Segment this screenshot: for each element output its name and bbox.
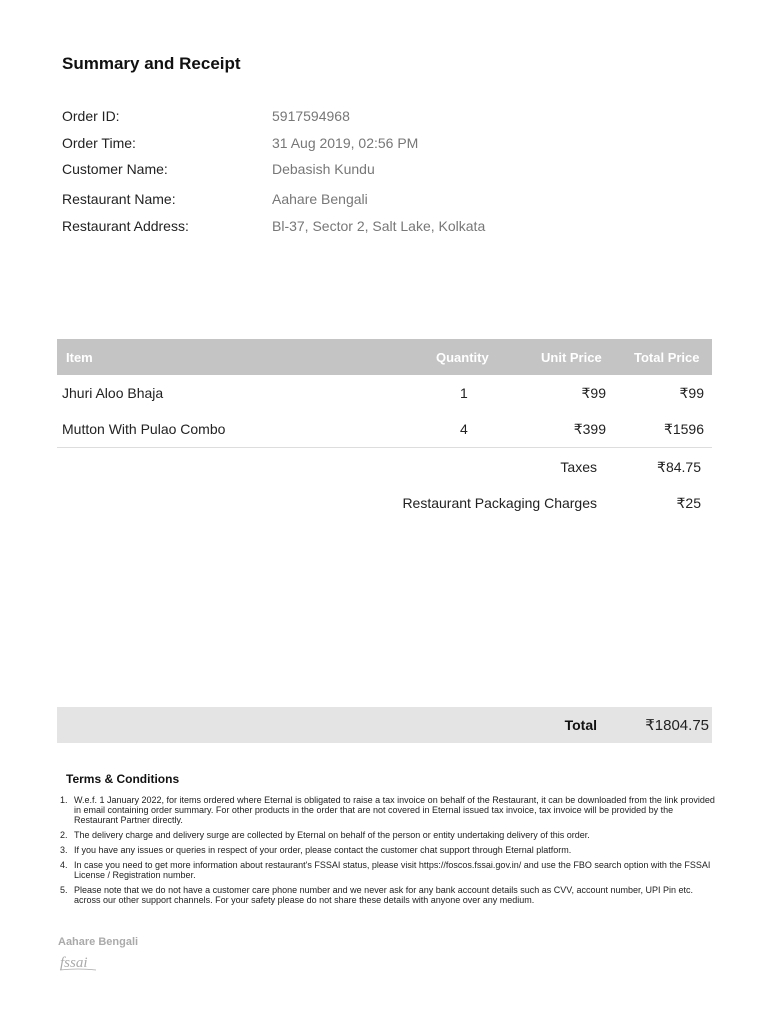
restaurant-address-value: Bl-37, Sector 2, Salt Lake, Kolkata	[272, 218, 486, 234]
item-name: Mutton With Pulao Combo	[62, 421, 226, 437]
table-row	[57, 375, 712, 411]
fssai-logo-icon	[58, 952, 98, 974]
header-item: Item	[66, 350, 93, 365]
terms-item-number: 4.	[60, 860, 68, 870]
customer-name-value: Debasish Kundu	[272, 161, 375, 177]
header-quantity: Quantity	[436, 350, 489, 365]
taxes-label: Taxes	[560, 459, 597, 475]
restaurant-address-label: Restaurant Address:	[62, 218, 189, 234]
terms-item	[60, 830, 715, 840]
customer-name-label: Customer Name:	[62, 161, 168, 177]
total-bar	[57, 707, 712, 743]
terms-item	[60, 885, 715, 905]
terms-item-text: If you have any issues or queries in respect of your order, please contact the customer chat support through Eternal platform.	[74, 845, 572, 855]
terms-title: Terms & Conditions	[66, 772, 180, 786]
terms-item-number: 2.	[60, 830, 68, 840]
terms-item-text: The delivery charge and delivery surge are collected by Eternal on behalf of the person or entity undertaking delivery of this order.	[74, 830, 590, 840]
terms-list	[60, 795, 715, 910]
terms-item	[60, 795, 715, 825]
packaging-charges-label: Restaurant Packaging Charges	[402, 495, 597, 511]
terms-item-text: In case you need to get more information about restaurant's FSSAI status, please visit https://foscos.fssai.gov.in/ and use the FBO search option with the FSSAI License / Registration number.	[74, 860, 711, 880]
item-quantity: 1	[460, 385, 468, 401]
total-value: ₹1804.75	[645, 717, 709, 734]
header-total-price: Total Price	[634, 350, 700, 365]
item-unit-price: ₹99	[581, 385, 606, 401]
item-quantity: 4	[460, 421, 468, 437]
page-title: Summary and Receipt	[62, 54, 241, 73]
terms-item	[60, 860, 715, 880]
order-time-value: 31 Aug 2019, 02:56 PM	[272, 135, 419, 151]
footer-restaurant-name: Aahare Bengali	[58, 936, 139, 948]
taxes-value: ₹84.75	[657, 459, 701, 475]
item-total-price: ₹1596	[663, 421, 704, 437]
terms-item-text: W.e.f. 1 January 2022, for items ordered where Eternal is obligated to raise a tax invoice on behalf of the Restaurant, it can be downloaded from the link provided in email containing order summary. For other products in the order that are not covered in Eternal issued tax invoice, tax invoice will be provided by the Restaurant Partner directly.	[74, 795, 715, 825]
terms-item-text: Please note that we do not have a customer care phone number and we never ask for any bank account details such as CVV, account number, UPI Pin etc. across our other support channels. For your safety please do not share these details with anyone over any medium.	[74, 885, 694, 905]
item-unit-price: ₹399	[573, 421, 606, 437]
restaurant-name-label: Restaurant Name:	[62, 191, 176, 207]
item-name: Jhuri Aloo Bhaja	[62, 385, 164, 401]
order-time-label: Order Time:	[62, 135, 136, 151]
table-divider	[57, 447, 712, 448]
packaging-charges-value: ₹25	[676, 495, 701, 511]
table-row	[57, 411, 712, 447]
order-id-label: Order ID:	[62, 108, 120, 124]
restaurant-name-value: Aahare Bengali	[272, 191, 368, 207]
svg-text:fssai: fssai	[60, 955, 88, 971]
item-total-price: ₹99	[679, 385, 704, 401]
terms-item	[60, 845, 715, 855]
terms-item-number: 1.	[60, 795, 68, 805]
items-table-header	[57, 339, 712, 375]
terms-item-number: 5.	[60, 885, 68, 895]
order-id-value: 5917594968	[272, 108, 350, 124]
header-unit-price: Unit Price	[541, 350, 602, 365]
terms-item-number: 3.	[60, 845, 68, 855]
total-label: Total	[564, 717, 597, 733]
